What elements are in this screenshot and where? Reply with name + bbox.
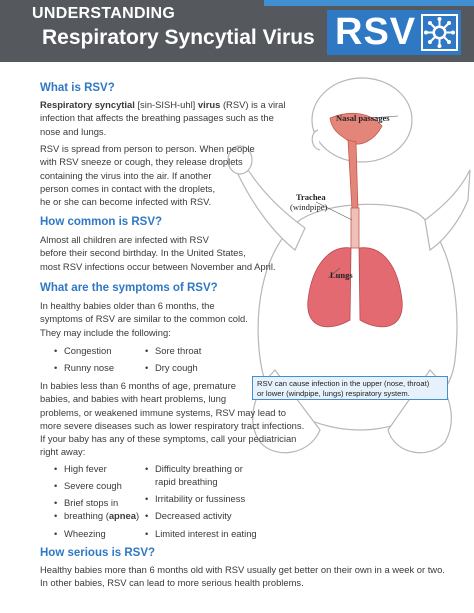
serious-paragraph (40, 563, 470, 590)
list-item: • Irritability or fussiness (155, 492, 245, 505)
symptoms-line-1: In healthy babies older than 6 months, the (40, 300, 215, 311)
list-item: • Congestion (64, 344, 111, 357)
what-line-1-rest: (RSV) is a viral (222, 99, 286, 110)
symptoms-intro (40, 299, 280, 339)
severe-line-6: right away: (40, 446, 86, 458)
severe-line-5: If your baby has any of these symptoms, call your pediatrician (40, 433, 297, 445)
list-item-continuation: rapid breathing (155, 476, 218, 487)
list-item: • Decreased activity (155, 509, 232, 522)
callout-line-1: RSV can cause infection in the upper (nose, throat) (257, 379, 430, 388)
what-term-2: virus (197, 99, 221, 110)
trachea-label: Trachea (296, 192, 326, 202)
what-term: Respiratory syncytial (40, 99, 135, 110)
heading-how-common: How common is RSV? (40, 216, 163, 228)
severe-line-4: more severe diseases such as lower respiratory tract infections. (40, 419, 305, 431)
spread-line-1: RSV is spread from person to person. When people (40, 143, 255, 154)
list-item: • Limited interest in eating (155, 527, 257, 540)
common-line-2: before their second birthday. In the United States, (40, 247, 246, 259)
serious-line-1: Healthy babies more than 6 months old with RSV usually get better on their own in a week or two. (40, 564, 445, 575)
header-kicker: UNDERSTANDING (32, 5, 176, 22)
spread-line-4: person comes in contact with the droplets, (40, 182, 216, 194)
list-item: • Dry cough (155, 361, 198, 374)
severe-line-3: problems, or weakened immune systems, RSV may lead to (40, 406, 286, 418)
list-item: • Sore throat (155, 344, 201, 357)
callout-line-2: or lower (windpipe, lungs) respiratory system. (257, 389, 410, 398)
list-item: • Difficulty breathing or (155, 462, 243, 475)
virus-icon (421, 14, 458, 51)
common-line-3: most RSV infections occur between November and April. (40, 260, 276, 272)
heading-symptoms: What are the symptoms of RSV? (40, 282, 218, 294)
list-item: • Severe cough (64, 479, 122, 492)
serious-line-2: In other babies, RSV can lead to more serious health problems. (40, 577, 304, 589)
list-item: • Wheezing (64, 527, 106, 540)
what-line-3: nose and lungs. (40, 125, 107, 137)
heading-how-serious: How serious is RSV? (40, 547, 156, 559)
apnea-suffix: ) (135, 510, 140, 521)
what-pronunciation: [sin-SISH-uhl] (137, 99, 196, 110)
list-item: • Brief stops in (64, 496, 118, 509)
severe-line-1: In babies less than 6 months of age, premature (40, 380, 236, 391)
symptoms-line-3: They may include the following: (40, 326, 171, 338)
apnea-prefix: breathing ( (64, 510, 109, 521)
common-line-1: Almost all children are infected with RSV (40, 234, 209, 245)
spread-line-3: containing the virus into the air. If another (40, 169, 212, 181)
rsv-logo-text: RSV (335, 11, 417, 53)
spread-line-5: he or she can become infected with RSV. (40, 196, 212, 208)
spread-line-2: with RSV sneeze or cough, they release droplets (40, 156, 243, 168)
windpipe-label: (windpipe) (290, 202, 328, 212)
list-item: • High fever (64, 462, 107, 475)
header-stripe (264, 0, 474, 6)
list-item-apnea (64, 509, 139, 522)
lungs-label: Lungs (330, 270, 353, 280)
apnea-word: apnea (108, 510, 136, 521)
rsv-logo (327, 10, 461, 55)
what-paragraph-1 (40, 98, 310, 138)
common-paragraph (40, 233, 280, 273)
list-item: • Runny nose (64, 361, 114, 374)
symptoms-line-2: symptoms of RSV are similar to the common cold. (40, 313, 248, 325)
symptoms-severe-paragraph (40, 379, 320, 459)
page-title: Respiratory Syncytial Virus (42, 26, 315, 49)
heading-what-is-rsv: What is RSV? (40, 82, 115, 94)
what-paragraph-2 (40, 142, 270, 208)
header-band (0, 0, 474, 62)
what-line-2: infection that affects the breathing passages such as the (40, 112, 274, 124)
nasal-passages-label: Nasal passages (336, 113, 390, 123)
severe-line-2: babies, and babies with heart problems, lung (40, 393, 227, 405)
